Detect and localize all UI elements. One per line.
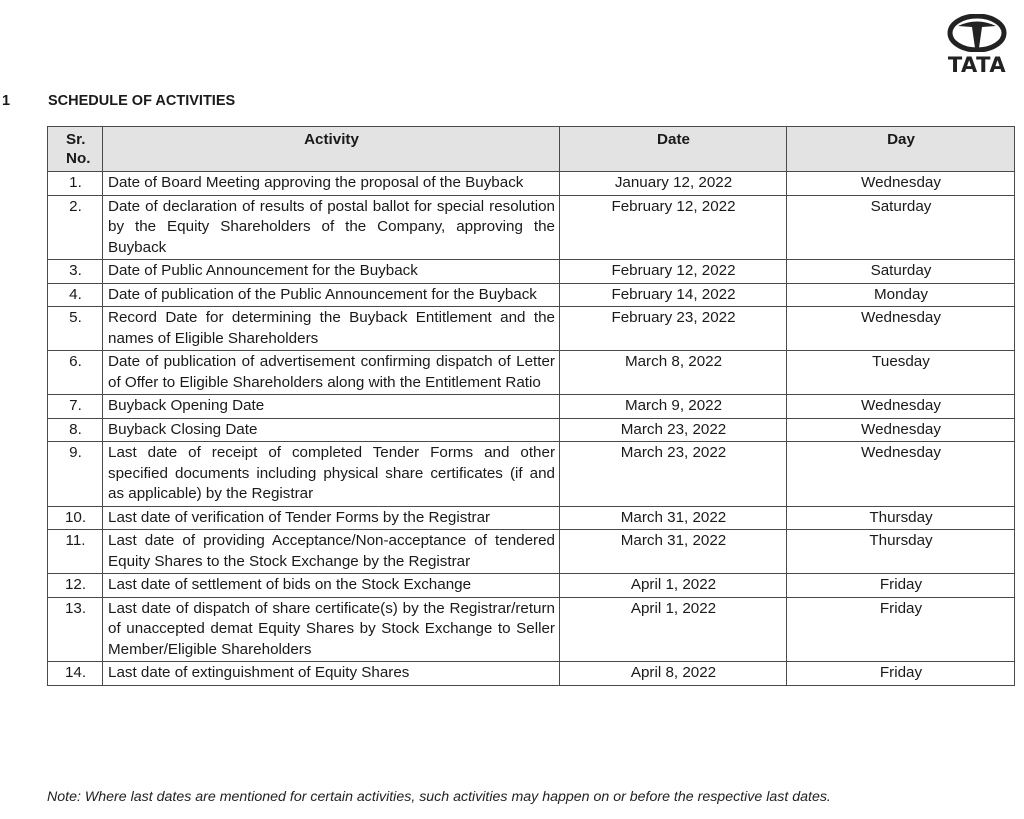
table-header-row [48,127,1015,172]
row-sr-no: 1. [48,172,103,196]
row-sr-no: 12. [48,574,103,598]
table-row [48,395,1015,419]
table-row [48,662,1015,686]
row-sr-no: 5. [48,307,103,351]
table-row [48,260,1015,284]
header-day: Day [787,127,1015,172]
row-activity: Last date of providing Acceptance/Non-acceptance of tendered Equity Shares to the Stock Exchange by the Registrar [103,530,560,574]
row-day: Tuesday [787,351,1015,395]
table-row [48,530,1015,574]
row-date: March 31, 2022 [560,530,787,574]
row-date: March 31, 2022 [560,506,787,530]
row-day: Saturday [787,195,1015,260]
row-activity: Last date of verification of Tender Forms by the Registrar [103,506,560,530]
row-sr-no: 6. [48,351,103,395]
row-activity: Date of Board Meeting approving the proposal of the Buyback [103,172,560,196]
row-sr-no: 9. [48,442,103,507]
row-activity: Last date of settlement of bids on the Stock Exchange [103,574,560,598]
row-sr-no: 4. [48,283,103,307]
row-date: March 8, 2022 [560,351,787,395]
row-date: January 12, 2022 [560,172,787,196]
row-date: February 12, 2022 [560,195,787,260]
row-activity: Date of publication of advertisement confirming dispatch of Letter of Offer to Eligible Shareholders along with the Entitlement Ratio [103,351,560,395]
table-row [48,418,1015,442]
table-row [48,172,1015,196]
table-row [48,597,1015,662]
row-sr-no: 8. [48,418,103,442]
row-date: March 23, 2022 [560,418,787,442]
logo-wordmark: TATA [947,53,1007,77]
table-row [48,307,1015,351]
schedule-table [47,126,1015,686]
header-sr-no [48,127,103,172]
row-day: Thursday [787,506,1015,530]
footnote: Note: Where last dates are mentioned for certain activities, such activities may happen on or before the respective last dates. [47,789,831,805]
row-sr-no: 14. [48,662,103,686]
row-date: April 1, 2022 [560,597,787,662]
row-sr-no: 3. [48,260,103,284]
row-sr-no: 13. [48,597,103,662]
row-activity: Buyback Closing Date [103,418,560,442]
row-day: Wednesday [787,442,1015,507]
row-day: Thursday [787,530,1015,574]
section-number: 1 [2,93,11,109]
row-day: Monday [787,283,1015,307]
tata-logo [940,14,1014,76]
header-sr-line1: Sr. [66,131,86,148]
table-row [48,574,1015,598]
row-date: March 23, 2022 [560,442,787,507]
row-date: February 14, 2022 [560,283,787,307]
row-day: Wednesday [787,395,1015,419]
row-date: February 23, 2022 [560,307,787,351]
row-sr-no: 11. [48,530,103,574]
header-date: Date [560,127,787,172]
row-activity: Last date of dispatch of share certificate(s) by the Registrar/return of unaccepted demat Equity Shares by Stock Exchange to Seller Member/Eligible Shareholders [103,597,560,662]
row-date: February 12, 2022 [560,260,787,284]
row-activity: Last date of receipt of completed Tender Forms and other specified documents including physical share certificates (if and as applicable) by the Registrar [103,442,560,507]
table-body [48,172,1015,686]
row-date: April 1, 2022 [560,574,787,598]
table-row [48,506,1015,530]
row-sr-no: 2. [48,195,103,260]
row-day: Wednesday [787,172,1015,196]
header-sr-line2: No. [66,150,91,167]
row-sr-no: 10. [48,506,103,530]
row-activity: Buyback Opening Date [103,395,560,419]
table-row [48,195,1015,260]
tata-emblem-icon [947,14,1007,52]
row-day: Friday [787,597,1015,662]
row-day: Friday [787,574,1015,598]
table-row [48,351,1015,395]
row-activity: Record Date for determining the Buyback Entitlement and the names of Eligible Shareholders [103,307,560,351]
row-activity: Last date of extinguishment of Equity Shares [103,662,560,686]
row-activity: Date of declaration of results of postal ballot for special resolution by the Equity Shareholders of the Company, approving the Buyback [103,195,560,260]
table-row [48,283,1015,307]
row-activity: Date of publication of the Public Announcement for the Buyback [103,283,560,307]
header-activity: Activity [103,127,560,172]
row-day: Wednesday [787,418,1015,442]
row-activity: Date of Public Announcement for the Buyback [103,260,560,284]
row-date: March 9, 2022 [560,395,787,419]
row-day: Wednesday [787,307,1015,351]
row-sr-no: 7. [48,395,103,419]
table-row [48,442,1015,507]
row-day: Saturday [787,260,1015,284]
section-title: SCHEDULE OF ACTIVITIES [48,93,236,109]
row-day: Friday [787,662,1015,686]
row-date: April 8, 2022 [560,662,787,686]
